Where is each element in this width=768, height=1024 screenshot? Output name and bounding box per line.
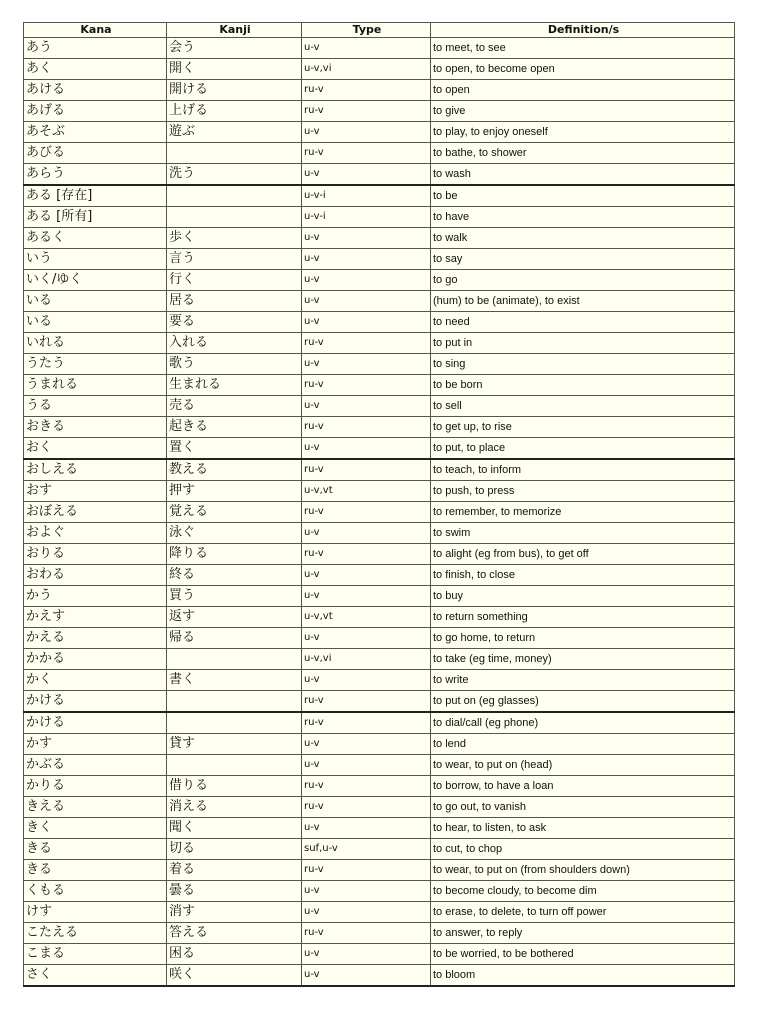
type-cell: ru-v [302,143,431,164]
kana-cell: うまれる [24,375,167,396]
table-row [24,712,735,734]
definition-cell: to lend [431,734,735,755]
kana-cell: あう [24,38,167,59]
kanji-cell: 買う [167,586,302,607]
definition-cell: to go home, to return [431,628,735,649]
table-row [24,670,735,691]
type-cell: u-v [302,291,431,312]
type-cell: ru-v [302,333,431,354]
table-row [24,185,735,207]
table-row [24,691,735,713]
type-cell: u-v [302,249,431,270]
table-body [24,38,735,987]
definition-cell: to push, to press [431,481,735,502]
type-cell: ru-v [302,776,431,797]
kana-cell: こたえる [24,923,167,944]
table-row [24,628,735,649]
kanji-cell: 歩く [167,228,302,249]
type-cell: u-v [302,122,431,143]
definition-cell: to meet, to see [431,38,735,59]
table-row [24,565,735,586]
type-cell: ru-v [302,691,431,713]
definition-cell: to write [431,670,735,691]
kana-cell: くもる [24,881,167,902]
table-row [24,417,735,438]
kanji-cell: 降りる [167,544,302,565]
table-row [24,143,735,164]
type-cell: u-v [302,902,431,923]
table-row [24,249,735,270]
definition-cell: to answer, to reply [431,923,735,944]
kanji-cell [167,712,302,734]
kana-cell: おしえる [24,459,167,481]
definition-cell: to walk [431,228,735,249]
kanji-cell [167,185,302,207]
kana-cell: かぶる [24,755,167,776]
kanji-cell: 言う [167,249,302,270]
kana-cell: かす [24,734,167,755]
type-cell: u-v [302,965,431,987]
type-cell: u-v [302,944,431,965]
table-row [24,755,735,776]
table-row [24,839,735,860]
kanji-cell: 生まれる [167,375,302,396]
kanji-cell: 要る [167,312,302,333]
definition-cell: to get up, to rise [431,417,735,438]
definition-cell: to go [431,270,735,291]
type-cell: u-v [302,523,431,544]
table-header [24,23,735,38]
kanji-cell: 消す [167,902,302,923]
kana-cell: かえる [24,628,167,649]
kanji-cell: 行く [167,270,302,291]
definition-cell: to sell [431,396,735,417]
kana-cell: かえす [24,607,167,628]
kana-cell: おりる [24,544,167,565]
kanji-cell: 貸す [167,734,302,755]
definition-cell: to be [431,185,735,207]
definition-cell: to alight (eg from bus), to get off [431,544,735,565]
kanji-cell: 会う [167,38,302,59]
type-cell: ru-v [302,80,431,101]
kana-cell: いれる [24,333,167,354]
kanji-cell: 咲く [167,965,302,987]
table-row [24,544,735,565]
type-cell: u-v [302,164,431,186]
kana-cell: ある [存在] [24,185,167,207]
kanji-cell: 開く [167,59,302,80]
type-cell: ru-v [302,544,431,565]
definition-cell: to wash [431,164,735,186]
table-row [24,38,735,59]
type-cell: u-v-i [302,185,431,207]
definition-cell: to teach, to inform [431,459,735,481]
kana-cell: かりる [24,776,167,797]
definition-cell: to remember, to memorize [431,502,735,523]
definition-cell: to need [431,312,735,333]
type-cell: ru-v [302,101,431,122]
kanji-cell [167,143,302,164]
type-cell: u-v [302,565,431,586]
kana-cell: きえる [24,797,167,818]
definition-cell: to wear, to put on (head) [431,755,735,776]
definition-cell: to cut, to chop [431,839,735,860]
definition-cell: to buy [431,586,735,607]
type-cell: ru-v [302,797,431,818]
kana-cell: いる [24,291,167,312]
kanji-cell: 着る [167,860,302,881]
definition-cell: to borrow, to have a loan [431,776,735,797]
kana-cell: あるく [24,228,167,249]
kanji-cell: 開ける [167,80,302,101]
type-cell: u-v [302,670,431,691]
definition-cell: to sing [431,354,735,375]
type-cell: u-v [302,312,431,333]
kana-cell: おく [24,438,167,460]
type-cell: u-v [302,881,431,902]
kanji-cell: 上げる [167,101,302,122]
definition-cell: to finish, to close [431,565,735,586]
type-cell: u-v,vi [302,649,431,670]
table-row [24,881,735,902]
kanji-cell: 置く [167,438,302,460]
header-kanji: Kanji [167,23,302,38]
definition-cell: to erase, to delete, to turn off power [431,902,735,923]
type-cell: ru-v [302,860,431,881]
table-row [24,164,735,186]
kanji-cell: 教える [167,459,302,481]
kanji-cell: 押す [167,481,302,502]
kana-cell: おきる [24,417,167,438]
kana-cell: いる [24,312,167,333]
definition-cell: to be born [431,375,735,396]
type-cell: u-v [302,354,431,375]
kana-cell: きる [24,839,167,860]
type-cell: suf,u-v [302,839,431,860]
type-cell: u-v [302,628,431,649]
type-cell: u-v,vt [302,481,431,502]
table-row [24,944,735,965]
kana-cell: かう [24,586,167,607]
kana-cell: うる [24,396,167,417]
kana-cell: かける [24,712,167,734]
table-row [24,818,735,839]
table-row [24,523,735,544]
table-row [24,797,735,818]
vocabulary-table [23,22,735,987]
type-cell: ru-v [302,502,431,523]
table-row [24,122,735,143]
kanji-cell: 切る [167,839,302,860]
table-row [24,607,735,628]
table-row [24,586,735,607]
type-cell: u-v [302,734,431,755]
kana-cell: かかる [24,649,167,670]
type-cell: ru-v [302,375,431,396]
table-row [24,312,735,333]
kanji-cell: 歌う [167,354,302,375]
table-row [24,923,735,944]
type-cell: u-v,vi [302,59,431,80]
kanji-cell: 借りる [167,776,302,797]
table-row [24,101,735,122]
definition-cell: to bathe, to shower [431,143,735,164]
kana-cell: あそぶ [24,122,167,143]
kana-cell: かく [24,670,167,691]
kana-cell: あらう [24,164,167,186]
definition-cell: to put on (eg glasses) [431,691,735,713]
kanji-cell [167,691,302,713]
kanji-cell: 入れる [167,333,302,354]
kanji-cell: 消える [167,797,302,818]
definition-cell: to go out, to vanish [431,797,735,818]
definition-cell: to hear, to listen, to ask [431,818,735,839]
kanji-cell: 覚える [167,502,302,523]
definition-cell: to become cloudy, to become dim [431,881,735,902]
kana-cell: あく [24,59,167,80]
definition-cell: to return something [431,607,735,628]
kana-cell: けす [24,902,167,923]
kana-cell: きく [24,818,167,839]
header-kana: Kana [24,23,167,38]
definition-cell: to swim [431,523,735,544]
type-cell: ru-v [302,417,431,438]
definition-cell: to say [431,249,735,270]
table-row [24,80,735,101]
definition-cell: to put in [431,333,735,354]
kana-cell: こまる [24,944,167,965]
kanji-cell: 書く [167,670,302,691]
table-row [24,375,735,396]
kanji-cell: 起きる [167,417,302,438]
definition-cell: to open, to become open [431,59,735,80]
kana-cell: ある [所有] [24,207,167,228]
type-cell: ru-v [302,712,431,734]
kanji-cell: 遊ぶ [167,122,302,143]
kanji-cell: 帰る [167,628,302,649]
kana-cell: おぼえる [24,502,167,523]
type-cell: u-v [302,586,431,607]
definition-cell: to bloom [431,965,735,987]
definition-cell: to have [431,207,735,228]
type-cell: u-v [302,818,431,839]
table-row [24,902,735,923]
table-row [24,333,735,354]
type-cell: u-v [302,755,431,776]
kana-cell: おす [24,481,167,502]
header-row [24,23,735,38]
kana-cell: うたう [24,354,167,375]
table-row [24,438,735,460]
type-cell: ru-v [302,923,431,944]
kana-cell: きる [24,860,167,881]
kanji-cell: 売る [167,396,302,417]
kanji-cell [167,649,302,670]
kanji-cell: 終る [167,565,302,586]
type-cell: ru-v [302,459,431,481]
type-cell: u-v [302,396,431,417]
kanji-cell: 返す [167,607,302,628]
kanji-cell: 聞く [167,818,302,839]
definition-cell: to be worried, to be bothered [431,944,735,965]
kanji-cell: 曇る [167,881,302,902]
table-row [24,502,735,523]
definition-cell: to put, to place [431,438,735,460]
kanji-cell: 泳ぐ [167,523,302,544]
table-row [24,207,735,228]
table-row [24,776,735,797]
kana-cell: さく [24,965,167,987]
type-cell: u-v [302,228,431,249]
kana-cell: あげる [24,101,167,122]
kanji-cell [167,207,302,228]
table-row [24,965,735,987]
definition-cell: to take (eg time, money) [431,649,735,670]
kanji-cell: 洗う [167,164,302,186]
header-type: Type [302,23,431,38]
kana-cell: あびる [24,143,167,164]
definition-cell: (hum) to be (animate), to exist [431,291,735,312]
table-row [24,734,735,755]
table-row [24,396,735,417]
kanji-cell: 居る [167,291,302,312]
table-row [24,59,735,80]
kanji-cell: 困る [167,944,302,965]
table-row [24,270,735,291]
definition-cell: to play, to enjoy oneself [431,122,735,143]
kana-cell: おわる [24,565,167,586]
table-row [24,291,735,312]
kana-cell: あける [24,80,167,101]
type-cell: u-v [302,438,431,460]
definition-cell: to open [431,80,735,101]
table-row [24,860,735,881]
table-row [24,481,735,502]
kana-cell: かける [24,691,167,713]
definition-cell: to wear, to put on (from shoulders down) [431,860,735,881]
definition-cell: to dial/call (eg phone) [431,712,735,734]
kanji-cell: 答える [167,923,302,944]
type-cell: u-v [302,270,431,291]
kanji-cell [167,755,302,776]
type-cell: u-v,vt [302,607,431,628]
definition-cell: to give [431,101,735,122]
kana-cell: いく/ゆく [24,270,167,291]
kana-cell: およぐ [24,523,167,544]
type-cell: u-v [302,38,431,59]
kana-cell: いう [24,249,167,270]
header-definition: Definition/s [431,23,735,38]
table-row [24,459,735,481]
table-row [24,354,735,375]
type-cell: u-v-i [302,207,431,228]
table-row [24,649,735,670]
table-row [24,228,735,249]
